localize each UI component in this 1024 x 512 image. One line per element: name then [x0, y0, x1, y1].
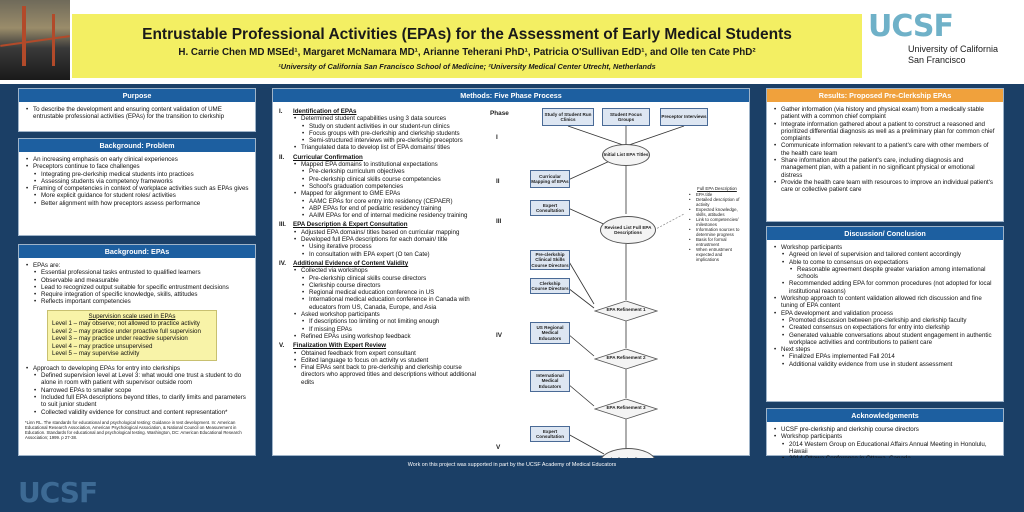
methods-item: • Pre-clerkship clinical skills course competencies	[293, 176, 479, 183]
epas-item: • Essential professional tasks entrusted to qualified learners	[25, 269, 249, 276]
epas-item: • Lead to recognized output suitable for specific entrustment decisions	[25, 284, 249, 291]
methods-phase-number: I.	[279, 108, 283, 115]
methods-item: • AAIM EPAs for end of internal medicine residency training	[293, 212, 479, 219]
methods-phase-number: IV.	[279, 259, 286, 267]
problem-item: • Better alignment with how preceptors assess performance	[25, 200, 249, 207]
methods-item: • International medical education conference in Canada with educators from US, Canada, Europe, and Asia	[293, 296, 479, 311]
acknowledgement-item: • Workshop participants	[773, 433, 997, 440]
result-item: • Communicate information relevant to a patient's care with other members of the health care team	[773, 142, 997, 157]
background-epas-heading: Background: EPAs	[19, 245, 255, 258]
methods-phase-title: Additional Evidence of Content Validity	[293, 259, 409, 267]
ucsf-logo-line1: University of California	[908, 44, 999, 54]
methods-item: • If descriptions too limiting or not limiting enough	[293, 318, 479, 325]
methods-phase-number: V.	[279, 342, 285, 350]
full-epa-item: • Detailed description of activity	[688, 197, 746, 207]
methods-phase	[279, 154, 479, 220]
epas-item: • Require integration of specific knowledge, skills, attitudes	[25, 291, 249, 298]
flow-box-us-regional: US Regional Medical Educators	[530, 322, 570, 344]
discussion-item: • Promoted discussion between pre-clerkship and clerkship faculty	[773, 317, 997, 324]
phase-roman-5: V	[496, 444, 501, 451]
epas-item: • Reflects important competencies	[25, 298, 249, 305]
flow-initial-list: Initial List EPA Titles	[602, 144, 650, 166]
methods-item: • Refined EPAs using workshop feedback	[293, 333, 479, 340]
methods-phase	[279, 260, 479, 340]
methods-phase-title: Curricular Confirmation	[293, 153, 363, 161]
epas-item: • Included full EPA descriptions beyond titles, to clarify limits and parameters to suit junior student	[25, 394, 249, 409]
methods-phase-title: Identification of EPAs	[293, 108, 357, 115]
poster-header	[0, 0, 1024, 84]
acknowledgements-panel	[766, 408, 1004, 456]
flow-box-expert-consultation: Expert Consultation	[530, 200, 570, 216]
full-epa-item: • When entrustment expected and implications	[688, 247, 746, 262]
result-item: • Share information about the patient's care, including diagnosis and management plan, with a patient in no significant physical or emotional distress	[773, 157, 997, 179]
result-item: • Gather information (via history and physical exam) from a medically stable patient with a common chief complaint	[773, 106, 997, 121]
methods-item: • Regional medical education conference in US	[293, 289, 479, 296]
discussion-item: • Next steps	[773, 346, 997, 353]
flow-box-focus-groups: Student Focus Groups	[602, 108, 650, 126]
acknowledgements-list	[773, 426, 997, 462]
supervision-level: Level 1 – may observe; not allowed to practice activity	[52, 320, 200, 328]
methods-item: • Edited language to focus on activity vs student	[293, 357, 479, 364]
problem-item: • Integrating pre-clerkship medical students into practices	[25, 171, 249, 178]
acknowledgement-item: • UCSF pre-clerkship and clerkship course directors	[773, 426, 997, 433]
problem-item: • Framing of competencies in context of workplace activities such as EPAs gives	[25, 185, 249, 192]
acknowledgement-item: • 2014 Western Group on Educational Affairs Annual Meeting in Honolulu, Hawaii	[773, 441, 997, 456]
phase-roman-4: IV	[496, 332, 503, 339]
full-epa-item: • Link to competencies/ milestones	[688, 217, 746, 227]
discussion-item: • Generated valuable conversations about student engagement in authentic workplace activities and contributions to patient care	[773, 332, 997, 347]
background-epas-list-a	[25, 262, 249, 306]
ucsf-logo	[868, 10, 1018, 80]
results-list	[773, 106, 997, 194]
methods-item: • If missing EPAs	[293, 326, 479, 333]
flow-refinement-3	[594, 398, 658, 420]
purpose-list	[25, 106, 249, 121]
flow-box-expert-consultation-2: Expert Consultation	[530, 426, 570, 442]
flow-refinement-3-label: EPA Refinement 3	[606, 405, 646, 410]
epas-item: • Collected validity evidence for construct and content representation*	[25, 409, 249, 416]
methods-item: • In consultation with EPA expert (O ten Cate)	[293, 251, 479, 258]
methods-item: • Triangulated data to develop list of EPA domains/ titles	[293, 144, 479, 151]
full-epa-item: • Expected knowledge, skills, attitudes	[688, 207, 746, 217]
flow-refinement-1-label: EPA Refinement 1	[606, 307, 646, 312]
purpose-panel	[18, 88, 256, 132]
methods-phase-number: II.	[279, 153, 285, 161]
full-epa-item: • Information sources to determine progress	[688, 227, 746, 237]
discussion-item: • EPA development and validation process	[773, 310, 997, 317]
ucsf-logo-mark: UCSF	[868, 9, 954, 44]
supervision-scale-box	[47, 310, 217, 361]
methods-item: • AAMC EPAs for core entry into residency (CEPAER)	[293, 198, 479, 205]
ucsf-logo-line2: San Francisco	[908, 55, 966, 65]
flow-box-student-run-clinics: Study of Student Run Clinics	[542, 108, 594, 126]
results-panel	[766, 88, 1004, 222]
background-problem-panel	[18, 138, 256, 236]
methods-phase-title: EPA Description & Expert Consultation	[293, 221, 408, 229]
result-item: • Provide the health care team with resources to improve an individual patient's care or collective patient care	[773, 179, 997, 194]
poster-footer	[0, 458, 1024, 512]
flow-box-curricular-mapping: Curricular Mapping of EPAs	[530, 170, 570, 188]
results-heading: Results: Proposed Pre-Clerkship EPAs	[767, 89, 1003, 102]
flow-box-international: International Medical Educators	[530, 370, 570, 392]
full-epa-description	[688, 186, 746, 262]
methods-phase-title: Finalization With Expert Review	[293, 342, 387, 350]
methods-item: • Final EPAs sent back to pre-clerkship and clerkship course directors who approved titles and descriptions without additional edits	[293, 364, 479, 386]
methods-item: • Developed full EPA descriptions for each domain/ title	[293, 236, 479, 243]
methods-item: • Collected via workshops	[293, 267, 479, 274]
golden-gate-bridge-photo	[0, 0, 70, 80]
flow-box-preceptor-interviews: Preceptor Interviews	[660, 108, 708, 126]
full-epa-heading: Full EPA Description	[697, 186, 737, 191]
supervision-scale-list	[52, 320, 212, 358]
methods-body	[273, 102, 485, 388]
methods-item: • Obtained feedback from expert consultant	[293, 350, 479, 357]
flow-refinement-2	[594, 348, 658, 370]
methods-item: • Semi-structured interviews with pre-clerkship preceptors	[293, 137, 479, 144]
result-item: • Integrate information gathered about a patient to construct a reasoned and prioritized differential diagnosis as well as a preliminary plan for common chief complaints	[773, 121, 997, 143]
methods-item: • Adjusted EPA domains/ titles based on curricular mapping	[293, 229, 479, 236]
purpose-item: • To describe the development and ensuring content validation of UME entrustable professional activities (EPAs) for the transition to clerkship	[25, 106, 249, 121]
epas-item: • EPAs are:	[25, 262, 249, 269]
problem-item: • More explicit guidance for student roles/ activities	[25, 192, 249, 199]
flow-revised-list: Revised List Full EPA Descriptions	[600, 216, 656, 244]
methods-item: • ABP EPAs for end of pediatric residency training	[293, 205, 479, 212]
discussion-heading: Discussion/ Conclusion	[767, 227, 1003, 240]
footer-ucsf-logo: UCSF	[18, 476, 98, 509]
methods-item: • Mapped for alignment to GME EPAs	[293, 190, 479, 197]
methods-phase	[279, 221, 479, 257]
acknowledgements-heading: Acknowledgements	[767, 409, 1003, 422]
full-epa-list	[688, 192, 746, 262]
methods-item: • Pre-clerkship clinical skills course directors	[293, 275, 479, 282]
discussion-panel	[766, 226, 1004, 402]
epas-item: • Narrowed EPAs to smaller scope	[25, 387, 249, 394]
poster-affiliation: ¹University of California San Francisco School of Medicine; ²University Medical Center Utrecht, Netherlands	[278, 62, 656, 71]
supervision-level: Level 2 – may practice under proactive full supervision	[52, 327, 201, 335]
flow-refinement-1	[594, 300, 658, 322]
discussion-item: • Recommended adding EPA for common procedures (not adopted for local institutional reasons)	[773, 280, 997, 295]
discussion-item: • Finalized EPAs implemented Fall 2014	[773, 353, 997, 360]
footnote: *Linn RL. The standards for educational and psychological testing: Guidance in test development. In: American Educational Research Association, American Psychological Association, & National Council on Measurement in Education. Standards for educational and psychological testing. Washington, DC: American Educational Research Association; 1999. p 27-38.	[25, 419, 242, 440]
background-epas-panel	[18, 244, 256, 456]
problem-item: • Preceptors continue to face challenges	[25, 163, 249, 170]
flow-box-clerkship-directors: Clerkship Course Directors	[530, 278, 570, 294]
discussion-item: • Reasonable agreement despite greater variation among international schools	[773, 266, 997, 281]
methods-phase-number: III.	[279, 221, 286, 229]
flow-refinement-2-label: EPA Refinement 2	[606, 355, 646, 360]
epas-item: • Defined supervision level at Level 3: what would one trust a student to do alone in room with patient with supervisor outside room	[25, 372, 249, 387]
epas-item: • Observable and measurable	[25, 277, 249, 284]
full-epa-item: • Basis for formal entrustment	[688, 237, 746, 247]
supervision-level: Level 5 – may supervise activity	[52, 350, 140, 358]
discussion-item: • Workshop approach to content validation allowed rich discussion and fine tuning of EPA content	[773, 295, 997, 310]
methods-heading: Methods: Five Phase Process	[273, 89, 749, 102]
discussion-item: • Agreed on level of supervision and tailored content accordingly	[773, 251, 997, 258]
supervision-level: Level 4 – may practice unsupervised	[52, 342, 153, 350]
methods-item: • Clerkship course directors	[293, 282, 479, 289]
poster-authors: H. Carrie Chen MD MSEd¹, Margaret McNamara MD¹, Arianne Teherani PhD¹, Patricia O'Sullivan EdD¹, and Olle ten Cate PhD²	[178, 47, 756, 58]
discussion-list	[773, 244, 997, 368]
phase-roman-2: II	[496, 178, 500, 185]
methods-item: • Pre-clerkship curriculum objectives	[293, 168, 479, 175]
phase-roman-1: I	[496, 134, 498, 141]
discussion-item: • Able to come to consensus on expectations	[773, 259, 997, 266]
methods-item: • Study on student activities in our student-run clinics	[293, 123, 479, 130]
flow-box-preclerkship-directors: Pre-clerkship Clinical Skills Course Directors	[530, 250, 570, 270]
phase-label: Phase	[490, 110, 509, 117]
background-epas-list-b	[25, 365, 249, 416]
methods-phase	[279, 108, 479, 152]
discussion-item: • Created consensus on expectations for entry into clerkship	[773, 324, 997, 331]
methods-item: • Mapped EPA domains to institutional expectations	[293, 161, 479, 168]
methods-item: • Determined student capabilities using 3 data sources	[293, 115, 479, 122]
methods-item: • Focus groups with pre-clerkship and clerkship students	[293, 130, 479, 137]
background-problem-list	[25, 156, 249, 207]
methods-item: • School's graduation competencies	[293, 183, 479, 190]
title-box	[72, 14, 862, 78]
methods-item: • Using iterative process	[293, 243, 479, 250]
full-epa-item: • EPA title	[688, 192, 746, 197]
funding-note: Work on this project was supported in part by the UCSF Academy of Medical Educators	[407, 462, 617, 468]
supervision-scale-heading: Supervision scale used in EPAs	[88, 312, 176, 320]
purpose-heading: Purpose	[19, 89, 255, 102]
background-problem-heading: Background: Problem	[19, 139, 255, 152]
epas-item: • Approach to developing EPAs for entry into clerkships	[25, 365, 249, 372]
problem-item: • Assessing students via competency frameworks	[25, 178, 249, 185]
supervision-level: Level 3 – may practice under reactive supervision	[52, 335, 188, 343]
discussion-item: • Additional validity evidence from use in student assessment	[773, 361, 997, 368]
problem-item: • An increasing emphasis on early clinical experiences	[25, 156, 249, 163]
methods-item: • Asked workshop participants	[293, 311, 479, 318]
process-flow-diagram	[484, 104, 748, 484]
phase-roman-3: III	[496, 218, 502, 225]
discussion-item: • Workshop participants	[773, 244, 997, 251]
methods-phase	[279, 342, 479, 386]
poster-title: Entrustable Professional Activities (EPAs) for the Assessment of Early Medical Students	[142, 26, 792, 43]
